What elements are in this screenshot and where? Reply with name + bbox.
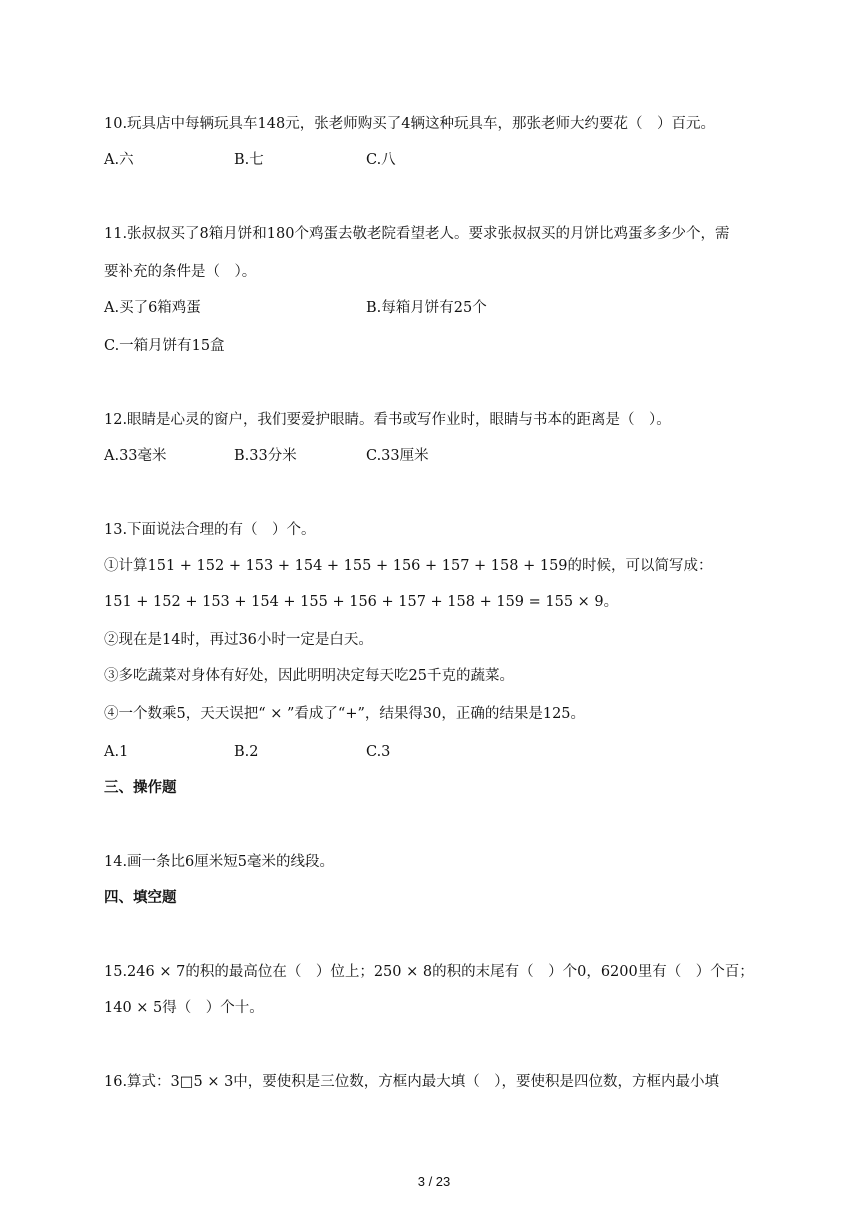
q15-line2: 140 × 5得（ ）个十。 (104, 1000, 264, 1016)
q12-option-c: C.33厘米 (366, 448, 429, 464)
q13-statement-1a: ①计算151 + 152 + 153 + 154 + 155 + 156 + 157 + 158 + 159的时候，可以简写成： (104, 558, 713, 574)
q13-statement-4: ④一个数乘5，天天误把“ × ”看成了“+”，结果得30，正确的结果是125。 (104, 706, 586, 722)
q13-statement-1b: 151 + 152 + 153 + 154 + 155 + 156 + 157 + 158 + 159 = 155 × 9。 (104, 594, 619, 610)
q12-option-b: B.33分米 (234, 448, 297, 464)
q13-option-a: A.1 (104, 744, 129, 760)
q11-option-c: C.一箱月饼有15盒 (104, 338, 225, 354)
q11-option-a: A.买了6箱鸡蛋 (104, 300, 201, 316)
q10-option-c: C.八 (366, 152, 396, 168)
q11-stem-line2: 要补充的条件是（ ）。 (104, 264, 257, 280)
q11-stem-line1: 11.张叔叔买了8箱月饼和180个鸡蛋去敬老院看望老人。要求张叔叔买的月饼比鸡蛋多多少个，需 (104, 226, 730, 242)
q13-statement-2: ②现在是14时，再过36小时一定是白天。 (104, 632, 373, 648)
q10-option-a: A.六 (104, 152, 134, 168)
q12-option-a: A.33毫米 (104, 448, 167, 464)
q15-line1: 15.246 × 7的积的最高位在（ ）位上；250 × 8的积的末尾有（ ）个0，6200里有（ ）个百； (104, 964, 754, 980)
q16-stem: 16.算式：3□5 × 3中，要使积是三位数，方框内最大填（ ），要使积是四位数，方框内最小填 (104, 1074, 720, 1090)
q13-option-b: B.2 (234, 744, 259, 760)
q13-statement-3: ③多吃蔬菜对身体有好处，因此明明决定每天吃25千克的蔬菜。 (104, 668, 514, 684)
q14-stem: 14.画一条比6厘米短5毫米的线段。 (104, 854, 335, 870)
q13-option-c: C.3 (366, 744, 391, 760)
q10-stem: 10.玩具店中每辆玩具车148元，张老师购买了4辆这种玩具车，那张老师大约要花（ ）百元。 (104, 116, 715, 132)
section-heading-operation: 三、操作题 (104, 780, 177, 796)
q10-option-b: B.七 (234, 152, 264, 168)
q13-stem: 13.下面说法合理的有（ ）个。 (104, 522, 316, 538)
section-heading-fill-blank: 四、填空题 (104, 890, 177, 906)
page-number: 3 / 23 (417, 1174, 451, 1189)
q11-option-b: B.每箱月饼有25个 (366, 300, 487, 316)
q12-stem: 12.眼睛是心灵的窗户，我们要爱护眼睛。看书或写作业时，眼睛与书本的距离是（ ）。 (104, 412, 671, 428)
